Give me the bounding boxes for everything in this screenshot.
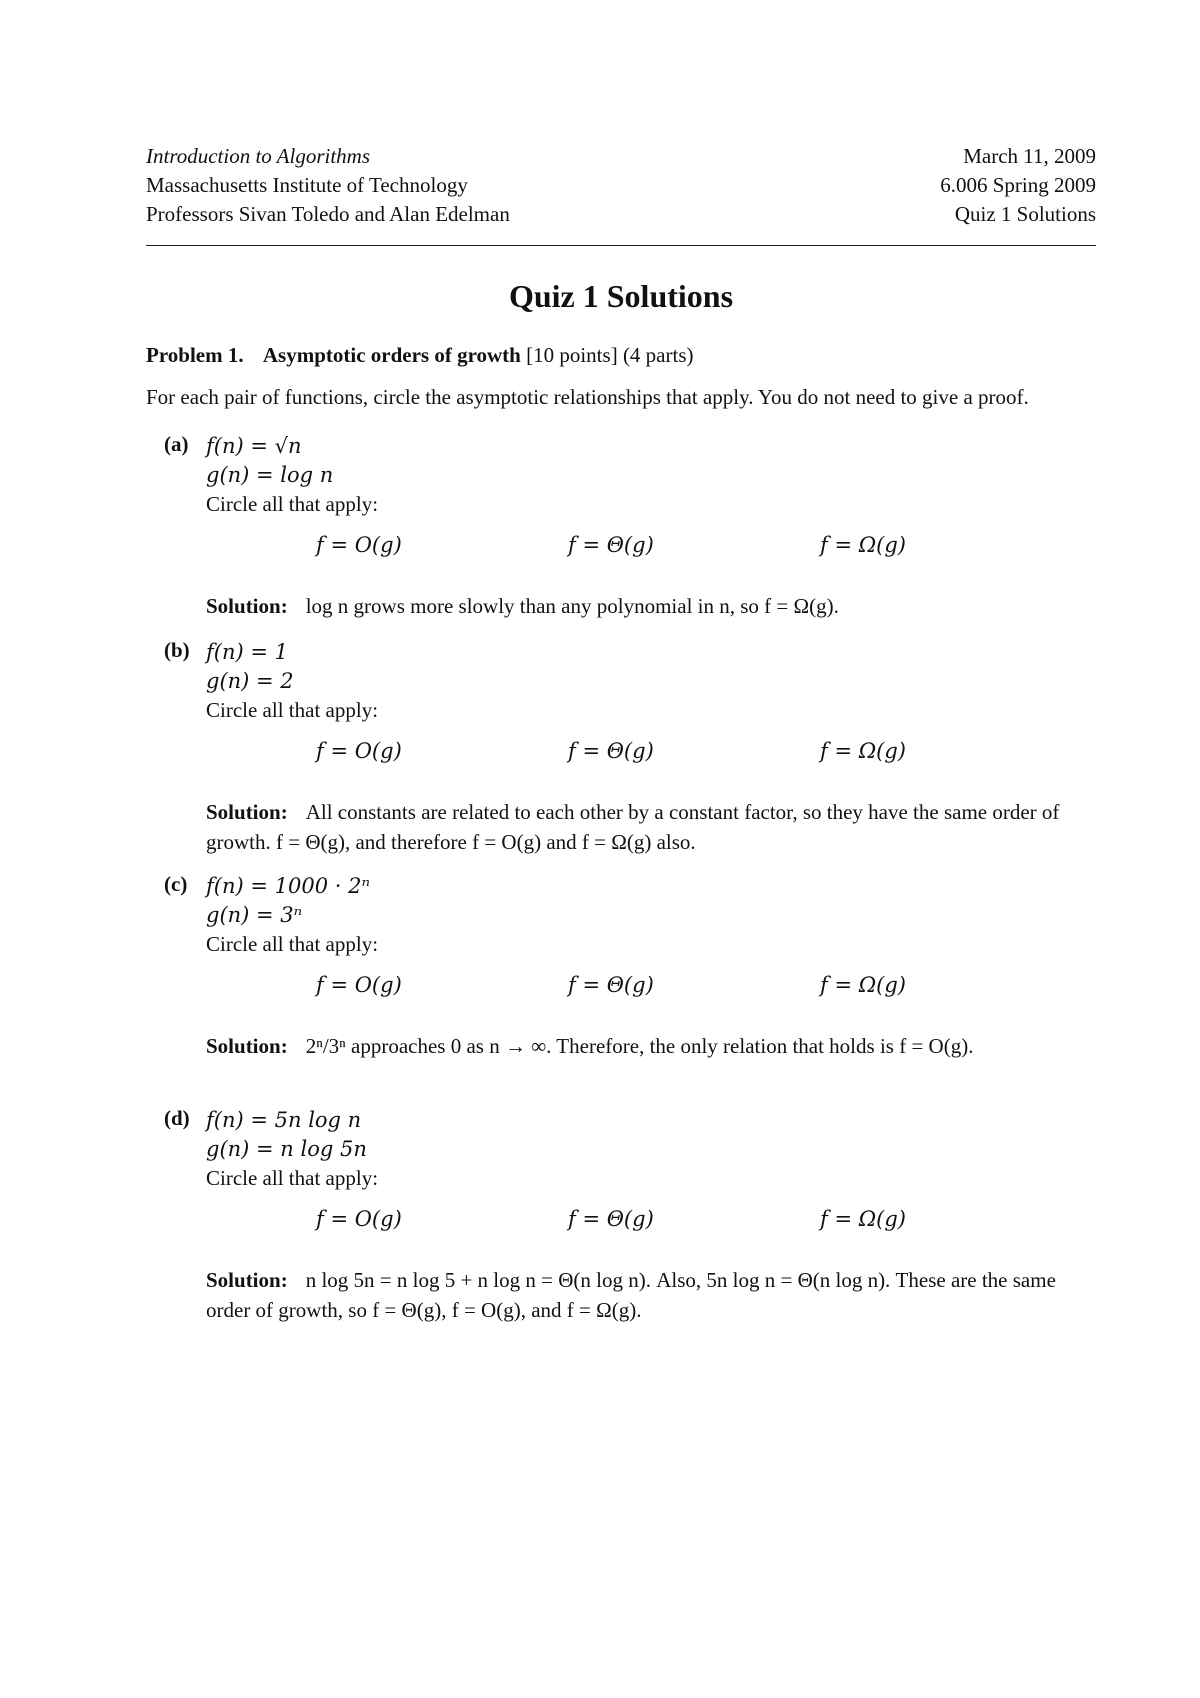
solution-text: log n grows more slowly than any polynomial in n, so f = Ω(g). — [305, 594, 839, 618]
option-big-o: f = O(g) — [316, 739, 402, 763]
option-big-o: f = O(g) — [316, 533, 402, 557]
circle-prompt: Circle all that apply: — [206, 932, 379, 956]
option-big-theta: f = Θ(g) — [568, 739, 654, 763]
header-divider — [146, 245, 1096, 246]
option-big-omega: f = Ω(g) — [820, 1207, 906, 1231]
f-definition: f(n) = √n — [206, 434, 302, 458]
page-title: Quiz 1 Solutions — [508, 278, 734, 314]
option-big-o: f = O(g) — [316, 973, 402, 997]
problem-name: Asymptotic orders of growth — [262, 343, 521, 367]
option-big-omega: f = Ω(g) — [820, 739, 906, 763]
option-big-theta: f = Θ(g) — [568, 1207, 654, 1231]
solution-text: 2ⁿ/3ⁿ approaches 0 as n → ∞. Therefore, the only relation that holds is f = O(g). — [305, 1034, 974, 1058]
f-definition: f(n) = 1000 · 2ⁿ — [206, 874, 370, 898]
solution — [206, 591, 1096, 621]
part-letter: (d) — [164, 1106, 190, 1130]
problem-heading — [146, 343, 694, 368]
part-letter: (a) — [164, 432, 189, 456]
solution — [206, 1265, 1096, 1325]
options-row — [206, 739, 1096, 779]
problem-parts-count: (4 parts) — [622, 343, 694, 367]
problem-instructions: For each pair of functions, circle the asymptotic relationships that apply. You do not need to give a proof. — [146, 385, 1029, 409]
circle-prompt: Circle all that apply: — [206, 1166, 379, 1190]
solution — [206, 797, 1096, 857]
problem-points: [10 points] — [526, 343, 618, 367]
option-big-theta: f = Θ(g) — [568, 533, 654, 557]
g-definition: g(n) = 3ⁿ — [206, 903, 303, 927]
problem-number: Problem 1. — [146, 343, 244, 367]
f-definition: f(n) = 5n log n — [206, 1108, 362, 1132]
doc-type: Quiz 1 Solutions — [954, 202, 1096, 226]
option-big-o: f = O(g) — [316, 1207, 402, 1231]
option-big-omega: f = Ω(g) — [820, 973, 906, 997]
solution — [206, 1031, 1096, 1061]
quiz-date: March 11, 2009 — [963, 144, 1096, 168]
solution-label: Solution: — [206, 1034, 288, 1058]
solution-label: Solution: — [206, 594, 288, 618]
solution-text: n log 5n = n log 5 + n log n = Θ(n log n). Also, 5n log n = Θ(n log n). These are the same order of growth, so f = Θ(g), f = O(g), and f = Ω(g). — [206, 1268, 1056, 1322]
professors: Professors Sivan Toledo and Alan Edelman — [146, 202, 510, 226]
solution-text: All constants are related to each other by a constant factor, so they have the same order of growth. f = Θ(g), and therefore f = O(g) and f = Ω(g) also. — [206, 800, 1060, 854]
course-number: 6.006 Spring 2009 — [940, 173, 1096, 197]
options-row — [206, 533, 1096, 573]
institution: Massachusetts Institute of Technology — [146, 173, 468, 197]
circle-prompt: Circle all that apply: — [206, 698, 379, 722]
g-definition: g(n) = log n — [206, 463, 334, 487]
g-definition: g(n) = 2 — [206, 669, 294, 693]
option-big-omega: f = Ω(g) — [820, 533, 906, 557]
page-header — [146, 142, 1096, 229]
solution-label: Solution: — [206, 1268, 288, 1292]
part-letter: (c) — [164, 872, 188, 896]
options-row — [206, 1207, 1096, 1247]
options-row — [206, 973, 1096, 1013]
option-big-theta: f = Θ(g) — [568, 973, 654, 997]
f-definition: f(n) = 1 — [206, 640, 288, 664]
g-definition: g(n) = n log 5n — [206, 1137, 367, 1161]
part-letter: (b) — [164, 638, 190, 662]
circle-prompt: Circle all that apply: — [206, 492, 379, 516]
course-title: Introduction to Algorithms — [146, 144, 371, 168]
solution-label: Solution: — [206, 800, 288, 824]
